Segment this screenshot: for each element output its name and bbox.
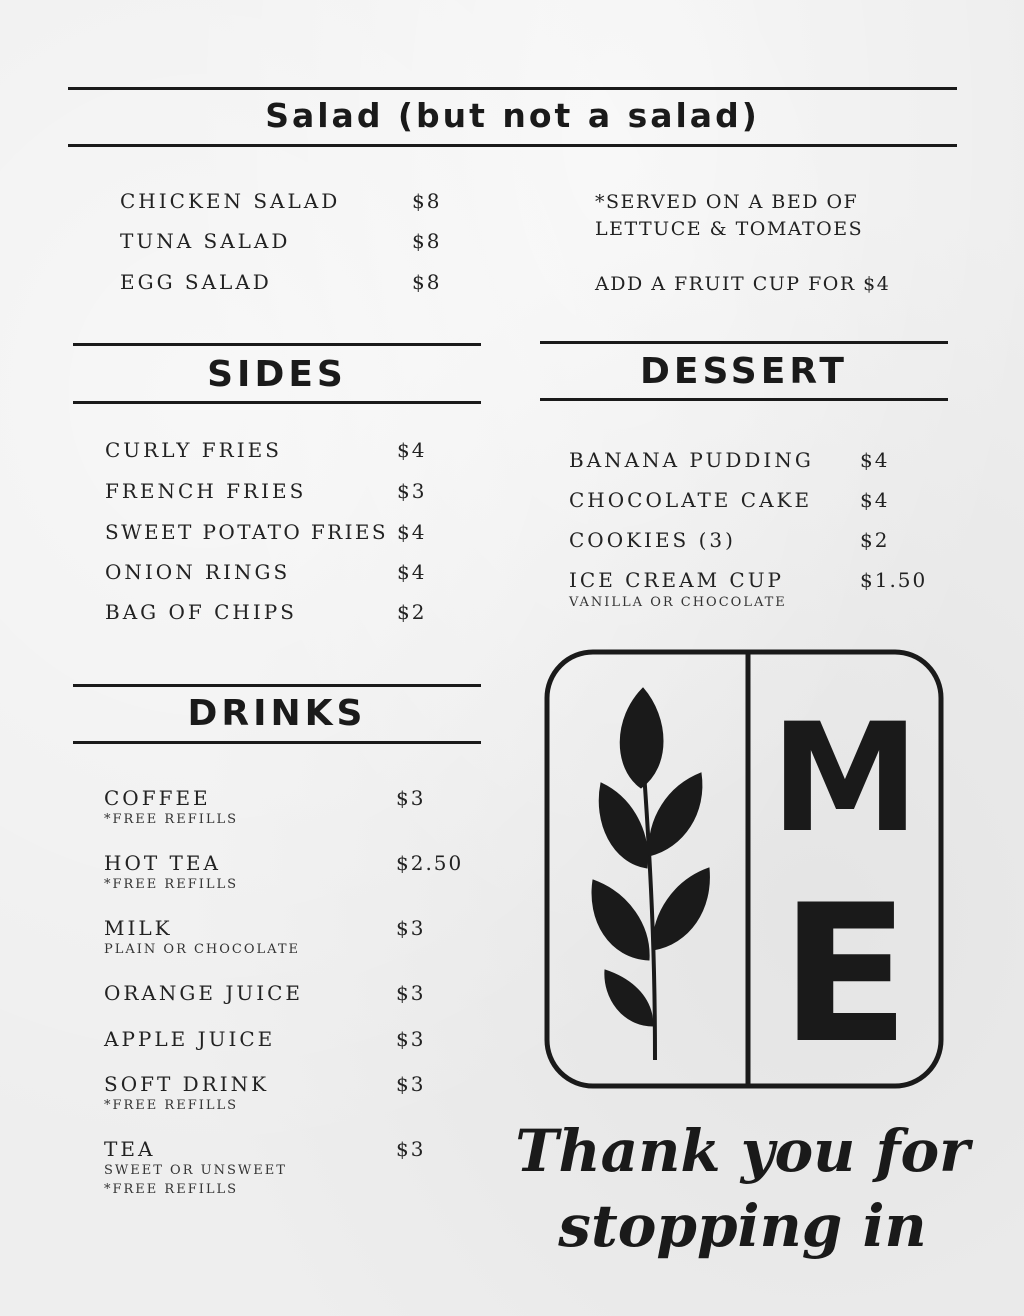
dessert-item-sub: VANILLA OR CHOCOLATE	[569, 595, 787, 610]
dessert-item-price: $4	[860, 488, 890, 512]
drinks-bottom-rule	[73, 741, 481, 744]
sides-item-price: $4	[397, 560, 427, 584]
salad-addon: ADD A FRUIT CUP FOR $4	[595, 273, 891, 295]
salad-bottom-rule	[68, 144, 957, 147]
dessert-item-name: CHOCOLATE CAKE	[569, 488, 813, 512]
drinks-top-rule	[73, 684, 481, 687]
drinks-item-price: $2.50	[396, 851, 464, 875]
dessert-item-price: $1.50	[860, 568, 928, 592]
sides-bottom-rule	[73, 401, 481, 404]
drinks-item-sub: PLAIN OR CHOCOLATE	[104, 942, 301, 957]
dessert-top-rule	[540, 341, 948, 344]
drinks-item-price: $3	[396, 916, 426, 940]
drinks-item-name: MILK	[104, 916, 173, 940]
salad-heading: Salad (but not a salad)	[265, 96, 760, 135]
dessert-bottom-rule	[540, 398, 948, 401]
drinks-item-sub: SWEET OR UNSWEET	[104, 1163, 287, 1178]
sides-item-price: $4	[397, 438, 427, 462]
salad-item-price: $8	[412, 270, 442, 294]
logo	[543, 648, 945, 1090]
thanks-line-2: stopping in	[558, 1192, 927, 1260]
salad-note: *SERVED ON A BED OF	[595, 191, 859, 213]
salad-top-rule	[68, 87, 957, 90]
dessert-item-name: COOKIES (3)	[569, 528, 736, 552]
sides-item-price: $2	[397, 600, 427, 624]
thanks-line-1: Thank you for	[515, 1117, 970, 1185]
sides-item-name: SWEET POTATO FRIES	[105, 520, 389, 544]
drinks-item-price: $3	[396, 1072, 426, 1096]
dessert-item-price: $4	[860, 448, 890, 472]
drinks-item-price: $3	[396, 786, 426, 810]
drinks-item-price: $3	[396, 981, 426, 1005]
drinks-item-sub: *FREE REFILLS	[104, 1098, 239, 1113]
drinks-item-name: HOT TEA	[104, 851, 221, 875]
sides-item-price: $3	[397, 479, 427, 503]
sides-item-name: ONION RINGS	[105, 560, 291, 584]
drinks-item-sub: *FREE REFILLS	[104, 877, 239, 892]
dessert-heading: DESSERT	[640, 351, 848, 392]
salad-item-name: CHICKEN SALAD	[120, 189, 341, 213]
salad-item-name: TUNA SALAD	[120, 229, 291, 253]
sides-item-name: CURLY FRIES	[105, 438, 282, 462]
logo-letter-m: M	[770, 692, 920, 866]
salad-item-name: EGG SALAD	[120, 270, 272, 294]
sides-item-name: FRENCH FRIES	[105, 479, 307, 503]
sides-item-price: $4	[397, 520, 427, 544]
drinks-item-name: SOFT DRINK	[104, 1072, 270, 1096]
leaf-branch-icon	[592, 688, 709, 1060]
drinks-item-name: ORANGE JUICE	[104, 981, 304, 1005]
sides-heading: SIDES	[207, 354, 347, 395]
dessert-item-price: $2	[860, 528, 890, 552]
drinks-item-name: TEA	[104, 1137, 156, 1161]
drinks-item-sub: *FREE REFILLS	[104, 812, 239, 827]
salad-note: LETTUCE & TOMATOES	[595, 218, 864, 240]
drinks-heading: DRINKS	[187, 693, 367, 734]
salad-item-price: $8	[412, 189, 442, 213]
dessert-item-name: ICE CREAM CUP	[569, 568, 785, 592]
drinks-item-sub: *FREE REFILLS	[104, 1182, 239, 1197]
drinks-item-name: COFFEE	[104, 786, 211, 810]
drinks-item-price: $3	[396, 1137, 426, 1161]
salad-item-price: $8	[412, 229, 442, 253]
drinks-item-price: $3	[396, 1027, 426, 1051]
logo-letter-e: E	[780, 864, 910, 1085]
sides-item-name: BAG OF CHIPS	[105, 600, 297, 624]
drinks-item-name: APPLE JUICE	[104, 1027, 276, 1051]
dessert-item-name: BANANA PUDDING	[569, 448, 814, 472]
sides-top-rule	[73, 343, 481, 346]
